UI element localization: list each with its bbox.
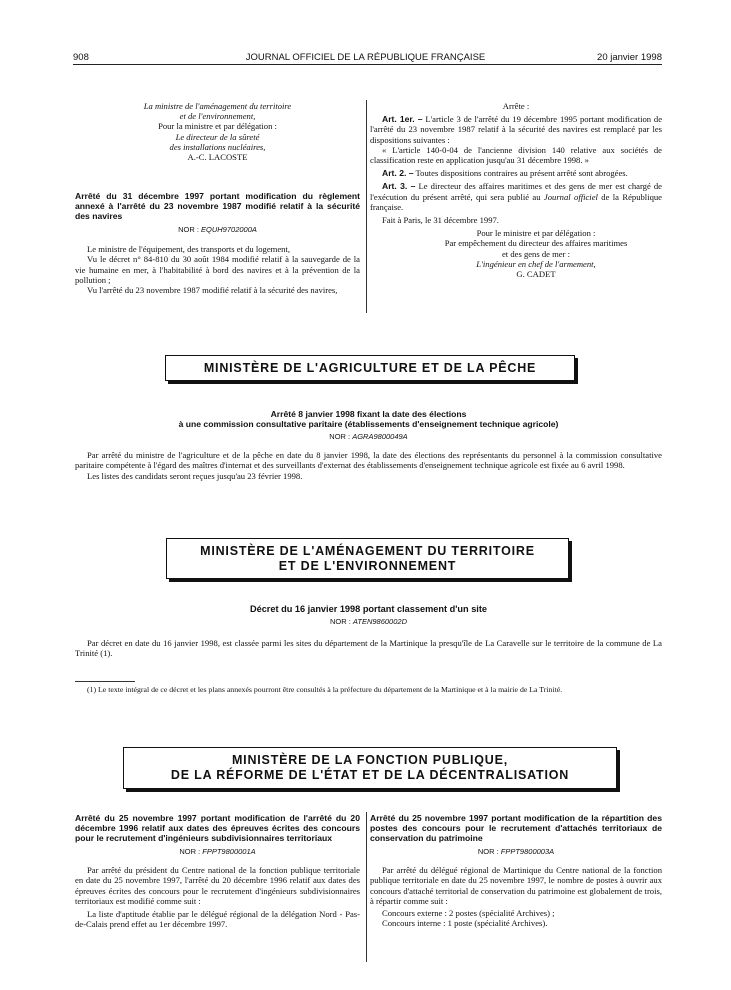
paragraph: Vu l'arrêté du 23 novembre 1987 modifié relatif à la sécurité des navires, [87,285,338,296]
signature-line: Pour le ministre et par délégation : [476,228,596,239]
arrete-title: à une commission consultative paritaire (établissements d'enseignement technique agricole) [178,419,559,429]
footnote-text: (1) Le texte intégral de ce décret et les plans annexés pourront être consultés à la préfecture du département de la Martinique et à la mairie de La Trinité. [87,685,563,694]
arrete-title: Arrêté du 25 novembre 1997 portant modification de la répartition des postes des concours pour le recrutement d'attachés territoriaux de conservation du patrimoine [370,813,662,843]
nor-reference: NOR : ATEN9860002D [330,617,407,626]
paragraph: Le ministre de l'équipement, des transports et du logement, [87,244,290,255]
article-1-quote: « L'article 140-0-04 de l'ancienne division 140 relative aux sociétés de classification reste en application jusqu'au 31 décembre 1998. » [370,144,662,166]
paragraph: Par décret en date du 16 janvier 1998, est classée parmi les sites du département de la Martinique la presqu'île de La Caravelle sur le territoire de la commune de La Trinité (1). [75,638,662,659]
ministry-fonction-publique-heading [123,747,617,789]
signature-block-top-left [75,101,360,162]
signature-line: Pour la ministre et par délégation : [158,121,277,132]
article-2: Art. 2. – Toutes dispositions contraires au présent arrêté sont abrogées. [382,168,628,179]
arrete-title: Arrêté 8 janvier 1998 fixant la date des élections [270,409,467,419]
column-divider [366,100,367,313]
signature-line: et des gens de mer : [501,248,570,259]
journal-title: JOURNAL OFFICIEL DE LA RÉPUBLIQUE FRANÇAISE [245,52,486,63]
ministry-title: MINISTÈRE DE L'AGRICULTURE ET DE LA PÊCHE [203,361,537,375]
decret-site [75,604,662,659]
signature-line: et de l'environnement, [179,111,256,122]
paragraph: Vu le décret n° 84-810 du 30 août 1984 modifié relatif à la sauvegarde de la vie humaine en mer, à l'habitabilité à bord des navires et à la prévention de la pollution ; [75,254,360,285]
fait-a-paris: Fait à Paris, le 31 décembre 1997. [382,215,499,226]
paragraph: Les listes des candidats seront reçues jusqu'au 23 février 1998. [87,470,303,481]
list-item: Concours externe : 2 postes (spécialité Archives) ; [382,908,555,919]
nor-reference: NOR : AGRA9800049A [329,432,408,441]
nor-reference: NOR : FPPT9800003A [477,847,555,856]
header-rule [73,64,662,65]
arrete-elections [75,409,662,481]
arrete-label: Arrête : [502,101,530,111]
ministry-amenagement-heading [166,538,569,579]
decret-title: Décret du 16 janvier 1998 portant classement d'un site [249,604,488,614]
paragraph: Par arrêté du délégué régional de Martinique du Centre national de la fonction publique territoriale en date du 25 novembre 1997, le nombre de postes à ouvrir aux concours d'attaché territorial de conservation du patrimoine est globalement de trois, à répartir comme suit : [370,865,662,906]
arrete-title: Arrêté du 31 décembre 1997 portant modification du règlement annexé à l'arrêté du 23 novembre 1987 modifié relatif à la sécurité des navires [75,191,360,221]
signature-line: Par empêchement du directeur des affaires maritimes [444,238,628,249]
footnote [75,685,662,695]
ministry-title: MINISTÈRE DE L'AMÉNAGEMENT DU TERRITOIRE [200,543,535,558]
signature-line: L'ingénieur en chef de l'armement, [476,258,596,269]
signature-line: des installations nucléaires, [169,141,266,152]
ministry-title: MINISTÈRE DE LA FONCTION PUBLIQUE, [231,753,509,767]
paragraph: Par arrêté du président du Centre national de la fonction publique territoriale en date du 25 novembre 1997, l'arrêté du 20 décembre 1996 relatif aux dates des épreuves écrites des concours pour le recrutement d'ingénieurs subdivisionnaires territoriaux est modifié comme suit : [75,865,360,906]
signature-line: La ministre de l'aménagement du territoire [143,101,292,111]
arrete-articles [370,101,662,279]
signature-line: Le directeur de la sûreté [175,131,260,142]
paragraph: La liste d'aptitude établie par le délégué régional de la délégation Nord - Pas-de-Calais prend effet au 1er décembre 1997. [75,909,360,930]
nor-reference: NOR : EQUH9702000A [178,225,257,234]
page-number: 908 [73,52,89,63]
list-item: Concours interne : 1 poste (spécialité Archives). [382,918,548,929]
signature-name: A.-C. LACOSTE [187,152,248,163]
article-3: Art. 3. – Le directeur des affaires maritimes et des gens de mer est chargé de l'exécution du présent arrêté, qui sera publié au Journal officiel de la République française. [370,181,662,212]
arrete-ingenieurs [75,813,360,929]
ministry-title: DE LA RÉFORME DE L'ÉTAT ET DE LA DÉCENTRALISATION [170,768,570,782]
ministry-title: ET DE L'ENVIRONNEMENT [278,558,457,573]
ministry-agriculture-heading [165,355,575,381]
paragraph: Par arrêté du ministre de l'agriculture et de la pêche en date du 8 janvier 1998, la date des élections des représentants du personnel à la commission consultative paritaire compétente à l'égard des maîtres d'internat et des surveillants d'externat des établissements d'enseignement technique agricole est fixée au 6 avril 1998. [75,450,662,471]
column-divider [366,812,367,962]
article-1: Art. 1er. – L'article 3 de l'arrêté du 19 décembre 1995 portant modification de l'arrêté du 23 novembre 1987 relatif à la sécurité des navires est remplacé par les dispositions suivantes : [370,114,663,145]
footnote-rule [75,681,135,682]
arrete-title: Arrêté du 25 novembre 1997 portant modification de l'arrêté du 20 décembre 1996 relatif aux dates des épreuves écrites des concours pour le recrutement d'ingénieurs subdivisionnaires territoriaux [75,813,360,843]
arrete-navires [75,191,360,295]
signature-name: G. CADET [516,269,556,280]
nor-reference: NOR : FPPT9800001A [179,847,256,856]
arrete-attaches [370,813,662,928]
issue-date: 20 janvier 1998 [597,52,662,63]
